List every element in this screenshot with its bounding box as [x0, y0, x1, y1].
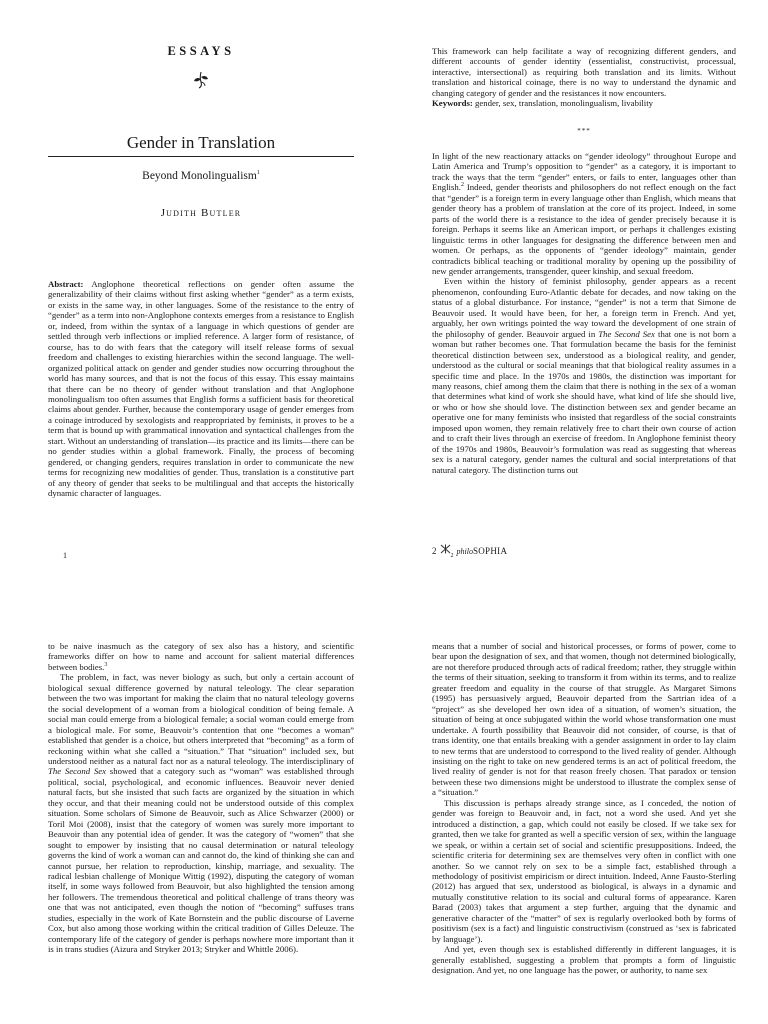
- journal-name: [457, 546, 508, 556]
- journal-name-sophia: SOPHIA: [472, 546, 508, 557]
- abstract-block: [48, 279, 354, 499]
- title-divider: [48, 156, 354, 157]
- keywords-line: [432, 98, 736, 108]
- paragraph-text: Indeed, gender theorists and philosophers do not reflect enough on the fact that “gender” is a foreign term in every language other than English, which means that gender theory has a problem of translation at the core of its project. Indeed, in some parts of the world there is a resistance to the idea of gender precisely because it is foreign. Perhaps it seems like an American import, or perhaps it challenges existing linguistic terms in other languages for designating the difference between men and women. Or perhaps, as the opponents of “gender ideology” maintain, gender contradicts biblical teaching or traditional morality by opening up the possibility of new gender arrangements, transgender, queer kinship, and sexual freedom.: [432, 182, 736, 276]
- body-paragraph: And yet, even though sex is established differently in different languages, it is generally established, suggesting a problem that prompts a form of linguistic designation. And yet, no one language has the power, or authority, to name sex: [432, 944, 736, 976]
- journal-logo-icon: [440, 544, 451, 554]
- body-column-page-4: [432, 641, 736, 976]
- abstract-cont-paragraph: This framework can help facilitate a way of recognizing different genders, and different accounts of gender identity (essentialist, constructivist, processual, interactive, intersectional) as requiring both translation and its limits. Without translation and historical coinage, there is no way to understand the dynamic and changing category of gender and the resistances it now encounters.: [432, 46, 736, 98]
- abstract-label: Abstract:: [48, 279, 84, 289]
- subtitle-footnote-marker[interactable]: 1: [256, 170, 260, 177]
- page-number: 1: [63, 551, 67, 560]
- abstract-text: Anglophone theoretical reflections on gender often assume the generalizability of their claims without first asking whether “gender” as a term exists, or exists in the same way, in other languages. Some of the resistance to the entry of “gender” as a term into non-Anglophone contexts emerges from a resistance to English or, indeed, from within the syntax of a language in which questions of gender are settled through verb inflections or implied reference. A larger form of resistance, of course, has to do with fears that the category will itself release forms of sexual freedom and challenges to existing hierarchies within the second language. The well-organized political attack on gender and gender studies now occurring throughout the world has many sources, and that is not the focus of this essay. This essay maintains that there can be no theory of gender without translation and that Anglophone monolingualism too often assumes that English forms a sufficient basis for theoretical claims about gender. Further, because the contemporary usage of gender emerges from a coinage introduced by sexologists and reappropriated by feminists, it proves to be a term that is bound up with grammatical innovation and syntactical challenges from the start. Without an understanding of translation—its practice and its limits—there can be no gender studies within a global framework. Finally, the process of becoming gendered, or changing genders, requires translation in order to communicate the new terms for recognizing new modalities of gender. Thus, translation is a constitutive part of any theory of gender that seeks to be multilingual and that accepts the historically dynamic character of languages.: [48, 279, 354, 499]
- journal-name-philo: philo: [456, 547, 473, 557]
- paragraph-text: The problem, in fact, was never biology as such, but only a certain account of biological sexual difference governed by natural teleology. The clear separation between the two was important for making the claim that no natural teleology governs the social development of a woman from a biological condition of being female. A social man could emerge from a biological female; a social woman could emerge from a biological male. For some, Beauvoir’s contention that one “becomes a woman” established that gender is a choice, but others interpreted that “becoming” as a form of reckoning within what she called a “situation.” That “situation” included sex, but understood neither as a natural fact nor as a natural teleology. The interdisciplinary of: [48, 672, 354, 766]
- footnote-marker[interactable]: 3: [104, 662, 108, 668]
- journal-logo-subscript: 2: [450, 552, 454, 559]
- book-title: The Second Sex: [48, 766, 107, 777]
- author-name: Judith Butler: [160, 207, 242, 219]
- keywords-text: gender, sex, translation, monolingualism, livability: [475, 98, 654, 109]
- article-title: Gender in Translation: [126, 133, 276, 152]
- abstract-paragraph: [48, 279, 354, 499]
- abstract-continuation: [432, 46, 736, 109]
- paragraph-text: Even within the history of feminist philosophy, gender appears as a recent phenomenon, confounding Euro-Atlantic debate for decades, and now taking on the status of a global disturbance. For instance, “gender” is not a term that Simone de Beauvoir used. It would have been, for her, a foreign term in French. And yet, arguably, her own writings pointed the way toward the development of one strain of the philosophy of gender. Beauvoir argued in: [432, 276, 736, 339]
- body-paragraph: [48, 641, 354, 672]
- section-separator: ***: [577, 127, 591, 135]
- body-paragraph: [432, 151, 736, 276]
- body-paragraph: means that a number of social and historical processes, or forms of power, come to bear upon the designation of sex, and that women, though not determined biologically, are not therefore produced through acts of radical freedom; rather, they struggle within the terms of their situation, seeking to transform it from within its terms, and to realize greater freedom and equality in the course of that struggle. As Margaret Simons (1995) has persuasively argued, Beauvoir departed from the Sartrian idea of a “project” as she developed her own idea of a situation, of women’s situation, the situation of being at once subjugated within the world whose transformation one must undertake. A fourth possibility that Beauvoir did not consider, of course, is that of trans identity, one that entails breaking with a gender assignment in order to lay claim to new terms that are understood to correspond to the lived reality of gender. Although insisting on the right to take on new gendered terms is an act of political freedom, the lived reality of gender is not for that reason freely chosen. That paradox or tension between these two dimensions might be understood to illustrate the complex sense of a “situation.”: [432, 641, 736, 798]
- body-paragraph: [432, 276, 736, 475]
- subtitle-text: Beyond Monolingualism: [142, 170, 257, 182]
- journal-logo: [440, 544, 454, 559]
- body-paragraph: This discussion is perhaps already strange since, as I conceded, the notion of gender was foreign to Beauvoir and, in fact, not a word she used. And yet she introduced a distinction, a gap, which could not easily be closed. If we take sex for granted, then we take for granted as well a specific version of sex, within the language we speak, or within a certain set of social and scientific presuppositions. Indeed, the scientific criteria for determining sex are themselves very often in conflict with one another. So we cannot rely on sex to be a simple fact, established through a methodology of positivist empiricism or direct intuition. Indeed, Anne Fausto-Sterling (2012) has argued that sex, understood as biological, is always in a dynamic and mutually constitutive relation to its social and cultural forms of appearance. Karen Barad (2003) takes that argument a step further, arguing that the dynamic and generative character of the “matter” of sex is regularly overlooked both by forms of positivism (sex is a fact) and linguistic constructivism (construed as ‘sex is fabricated by language’).: [432, 797, 736, 944]
- paragraph-text: showed that a category such as “woman” was established through political, social, psychological, and economic influences. Beauvoir never denied natural facts, but she insisted that such facts are organized by the situation in which they occur, and that their meaning could not be understood outside of this complex situation. Some scholars of Simone de Beauvoir, such as Alice Schwarzer (2000) or Toril Moi (2008), insist that the category of women was surely more important to Beauvoir than any potential idea of gender. It was the category of “women” that she sought to empower by insisting that no causal determination or natural teleology governs the kind of work a woman can and cannot do, the kind of thinking she can and cannot pursue, her relation to reproduction, kinship, marriage, and sexuality. The radical lesbian challenge of Monique Wittig (1992), disputing the category of woman itself, in some ways followed from Beauvoir, but also highlighted the tension among her followers. The tremendous theoretical and political challenge of trans theory was one that was not anticipated, even though the notion of “becoming” suffuses trans studies, especially in the work of Kate Bornstein and the public discourse of Laverne Cox, but also among those working within the critical tradition of Gilles Deleuze. The contemporary life of the category of gender is perhaps nowhere more important than it is in trans studies (Aizura and Stryker 2013; Stryker and Whittle 2006).: [48, 766, 354, 955]
- fleuron-ornament-icon: [191, 70, 211, 90]
- body-column-page-2: [432, 151, 736, 475]
- article-subtitle: [48, 170, 354, 182]
- page-footer: [432, 544, 507, 559]
- page-number: 2: [432, 546, 437, 557]
- footnote-marker[interactable]: 2: [460, 182, 464, 189]
- paragraph-text: In light of the new reactionary attacks on “gender ideology” throughout Europe and Latin America and Trump’s opposition to “gender” as a category, it is important to track the ways that the term “gender” enters, or fails to enter, languages other than English.: [432, 151, 736, 193]
- keywords-label: Keywords:: [432, 98, 473, 109]
- paragraph-text: to be naive inasmuch as the category of sex also has a history, and scientific frameworks differ on how to name and account for salient material differences between bodies.: [48, 641, 354, 672]
- book-title: The Second Sex: [598, 328, 655, 339]
- running-head: ESSAYS: [167, 44, 235, 58]
- paragraph-text: that one is not born a woman but rather becomes one. That formulation became the basis for the feminist theoretical distinction between sex, understood as a biological reality, and gender, understood as the cultural or social meanings that that biological reality assumes in a specific time and place. In the 1970s and 1980s, the distinction was important for many reasons, chief among them the claim that there is nothing in the sex of a woman that determines what kind of work she should have, what kind of life she should live, or who or how she should love. The distinction between sex and gender became an operative one for many feminists who insisted that regardless of the social constraints imposed upon women, they remain relatively free to chart their own course of action and to craft their lives through an exercise of freedom. In Anglophone feminist theory of the 1970s and 1980s, Beauvoir’s formulation was read as suggesting that whereas sex is a natural category, gender names the cultural and social interpretations of that natural category. The distinction turns out: [432, 328, 736, 475]
- body-paragraph: [48, 672, 354, 954]
- body-column-page-3: [48, 641, 354, 955]
